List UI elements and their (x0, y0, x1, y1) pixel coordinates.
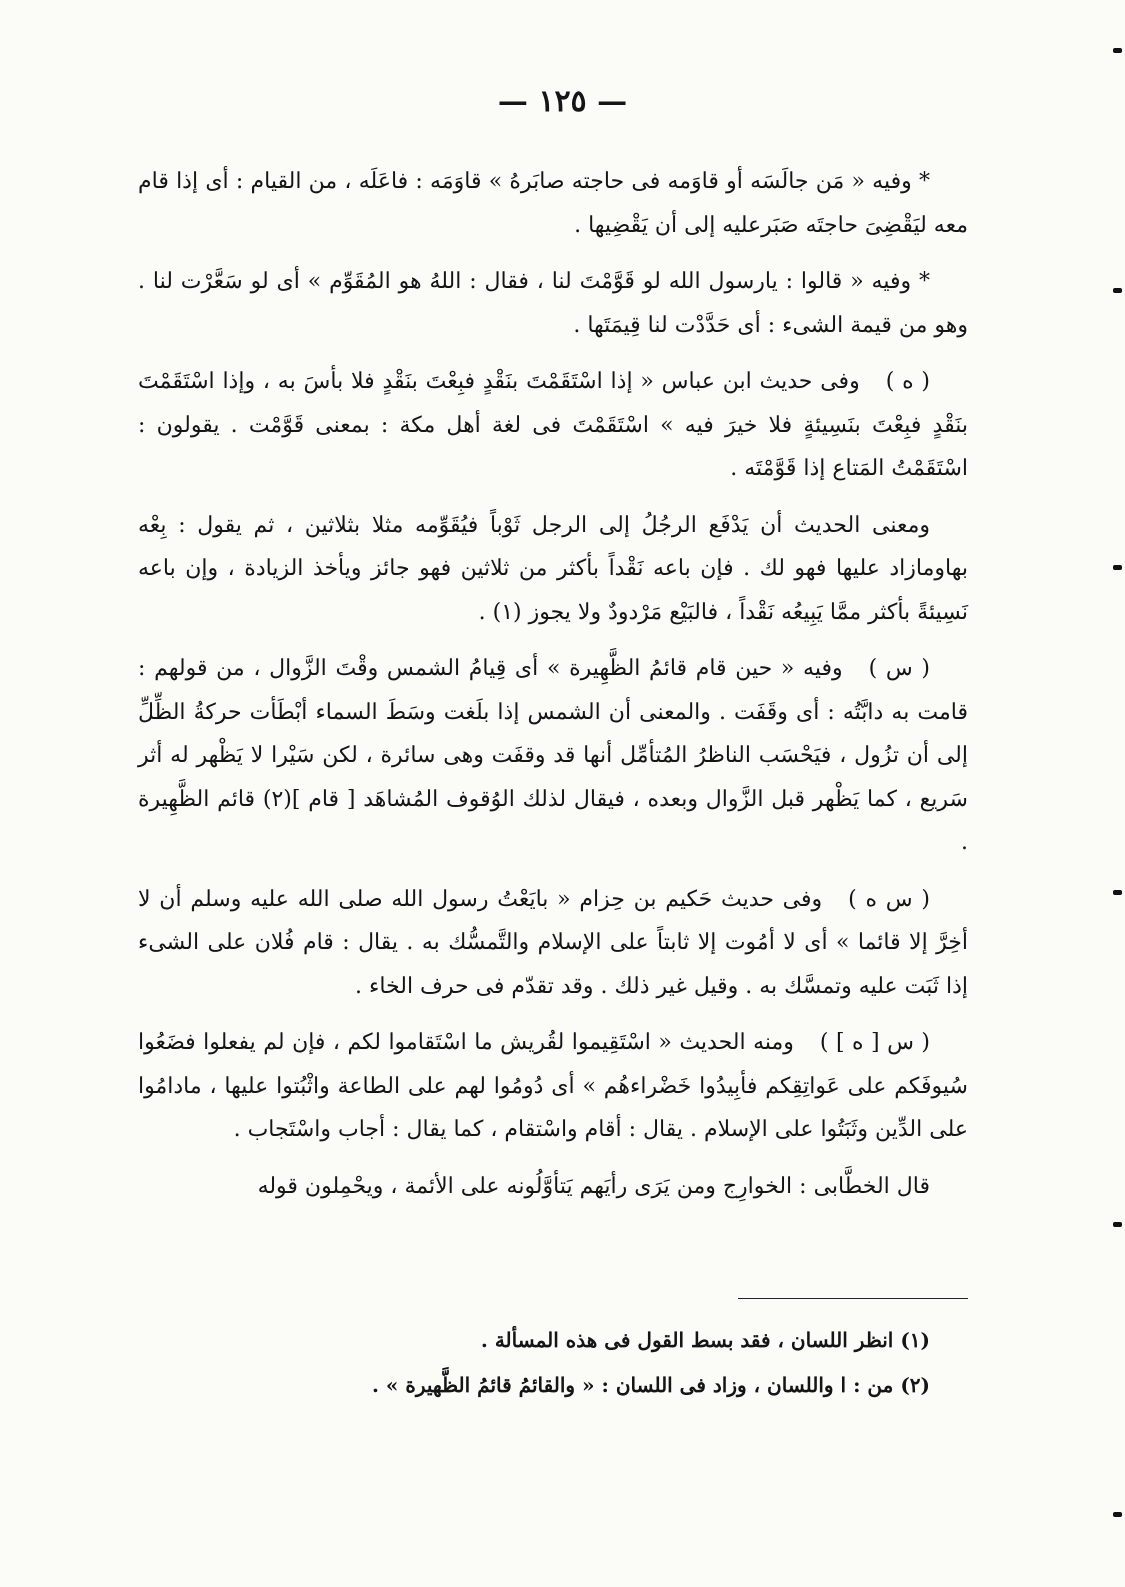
scan-edge-mark (1113, 288, 1122, 293)
paragraph-text: قال الخطَّابى : الخوارِج ومن يَرَى رأيَهم يَتأوَّلُونه على الأئمة ، ويحْمِلون قوله (257, 1173, 930, 1199)
paragraph-text: * وفيه « قالوا : يارسول الله لو قَوَّمْتَ لنا ، فقال : اللهُ هو المُقَوِّم » أى لو سَعَّرْت لنا . وهو من قيمة الشىء : أى حَدَّدْت لنا قِيمَتَها . (138, 269, 968, 338)
scan-edge-mark (1113, 890, 1122, 895)
paragraph-8 (138, 1165, 968, 1209)
paragraph-text: ومنه الحديث « اسْتَقِيموا لقُريش ما اسْتَقاموا لكم ، فإن لم يفعلوا فضَعُوا سُيوفَكم على عَواتِقِكم فأبِيدُوا خَضْراءهُم » أى دُومُوا لهم على الطاعة واثْبُتوا عليها ، مادامُوا على الدِّين وثَبَتُوا على الإسلام . يقال : أقام واسْتقام ، كما يقال : أجاب واسْتَجاب . (138, 1030, 968, 1142)
source-marker: ( س ه ) (848, 886, 931, 912)
paragraph-text: ومعنى الحديث أن يَدْفَع الرجُلُ إلى الرجل ثَوْباً فيُقَوِّمه مثلا بثلاثين ، ثم يقول : بِعْه بهاومازاد عليها فهو لك . فإن باعه نَقْداً بأكثر من ثلاثين فهو جائز ويأخذ الزيادة ، وإن باعه نَسِيئةً بأكثر ممَّا يَبِيعُه نَقْداً ، فالبَيْع مَرْدودٌ ولا يجوز (١) . (138, 512, 968, 625)
scan-edge-mark (1113, 1222, 1122, 1227)
scan-edge-mark (1113, 48, 1122, 53)
page-number: — ١٢٥ — (497, 84, 628, 119)
footnote-divider (738, 1298, 968, 1299)
footnote-2: (٢) من : ا واللسان ، وزاد فى اللسان : « والقائمُ قائمُ الظَّهيرة » . (371, 1373, 930, 1397)
scan-edge-mark (1113, 565, 1122, 570)
paragraph-text: وفى حديث ابن عباس « إذا اسْتَقَمْتَ بنَقْدٍ فبِعْتَ بنَقْدٍ فلا بأسَ به ، وإذا اسْتَقَمْتَ بنَقْدٍ فبِعْتَ بنَسِيئةٍ فلا خيرَ فيه » اسْتَقَمْتَ فى لغة أهل مكة : بمعنى قَوَّمْت . يقولون : اسْتَقَمْتُ المَتاع إذا قَوَّمْتَه . (138, 369, 968, 481)
source-marker: ( س ) (868, 656, 931, 681)
paragraph-text: * وفيه « مَن جالَسَه أو قاوَمه فى حاجته صابَرهُ » قاوَمَه : فاعَلَه ، من القيام : أى إذا قام معه ليَقْضِىَ حاجتَه صَبَرعليه إلى أن يَقْضِيها . (138, 169, 968, 238)
paragraph-1 (138, 160, 968, 247)
main-text (138, 160, 968, 1221)
scan-edge-mark (1113, 1512, 1122, 1517)
paragraph-2 (138, 260, 968, 347)
paragraph-3 (138, 360, 968, 491)
paragraph-5 (138, 647, 968, 865)
source-marker: ( ه ) (885, 369, 931, 394)
paragraph-4 (138, 504, 968, 635)
paragraph-text: وفى حديث حَكيم بن حِزام « بايَعْتُ رسول الله صلى الله عليه وسلم أن لا أخِرَّ إلا قائما » أى لا أمُوت إلا ثابتاً على الإسلام والتَّمسُّك به . يقال : قام فُلان على الشىء إذا ثَبَت عليه وتمسَّك به . وقيل غير ذلك . وقد تقدّم فى حرف الخاء . (138, 886, 968, 999)
paragraph-6 (138, 878, 968, 1009)
paragraph-text: وفيه « حين قام قائمُ الظَّهِيرة » أى قِيامُ الشمس وقْتَ الزَّوال ، من قولهم : قامت به دابَّتُه : أى وقَفَت . والمعنى أن الشمس إذا بلَغت وسَطَ السماء أبْطَأت حركةُ الظِّلِّ إلى أن تزُول ، فيَحْسَب الناظرُ المُتأمِّل أنها قد وقفَت وهى سائرة ، لكن سَيْرا لا يَظْهر له أثر سَريع ، كما يَظْهر قبل الزَّوال وبعده ، فيقال لذلك الوُقوف المُشاهَد [ قام ](٢) قائم الظَّهِيرة . (138, 656, 968, 855)
source-marker: ( س [ ه ] ) (819, 1030, 930, 1055)
footnotes (138, 1318, 968, 1408)
footnote-1: (١) انظر اللسان ، فقد بسط القول فى هذه المسألة . (480, 1328, 930, 1352)
paragraph-7 (138, 1021, 968, 1152)
